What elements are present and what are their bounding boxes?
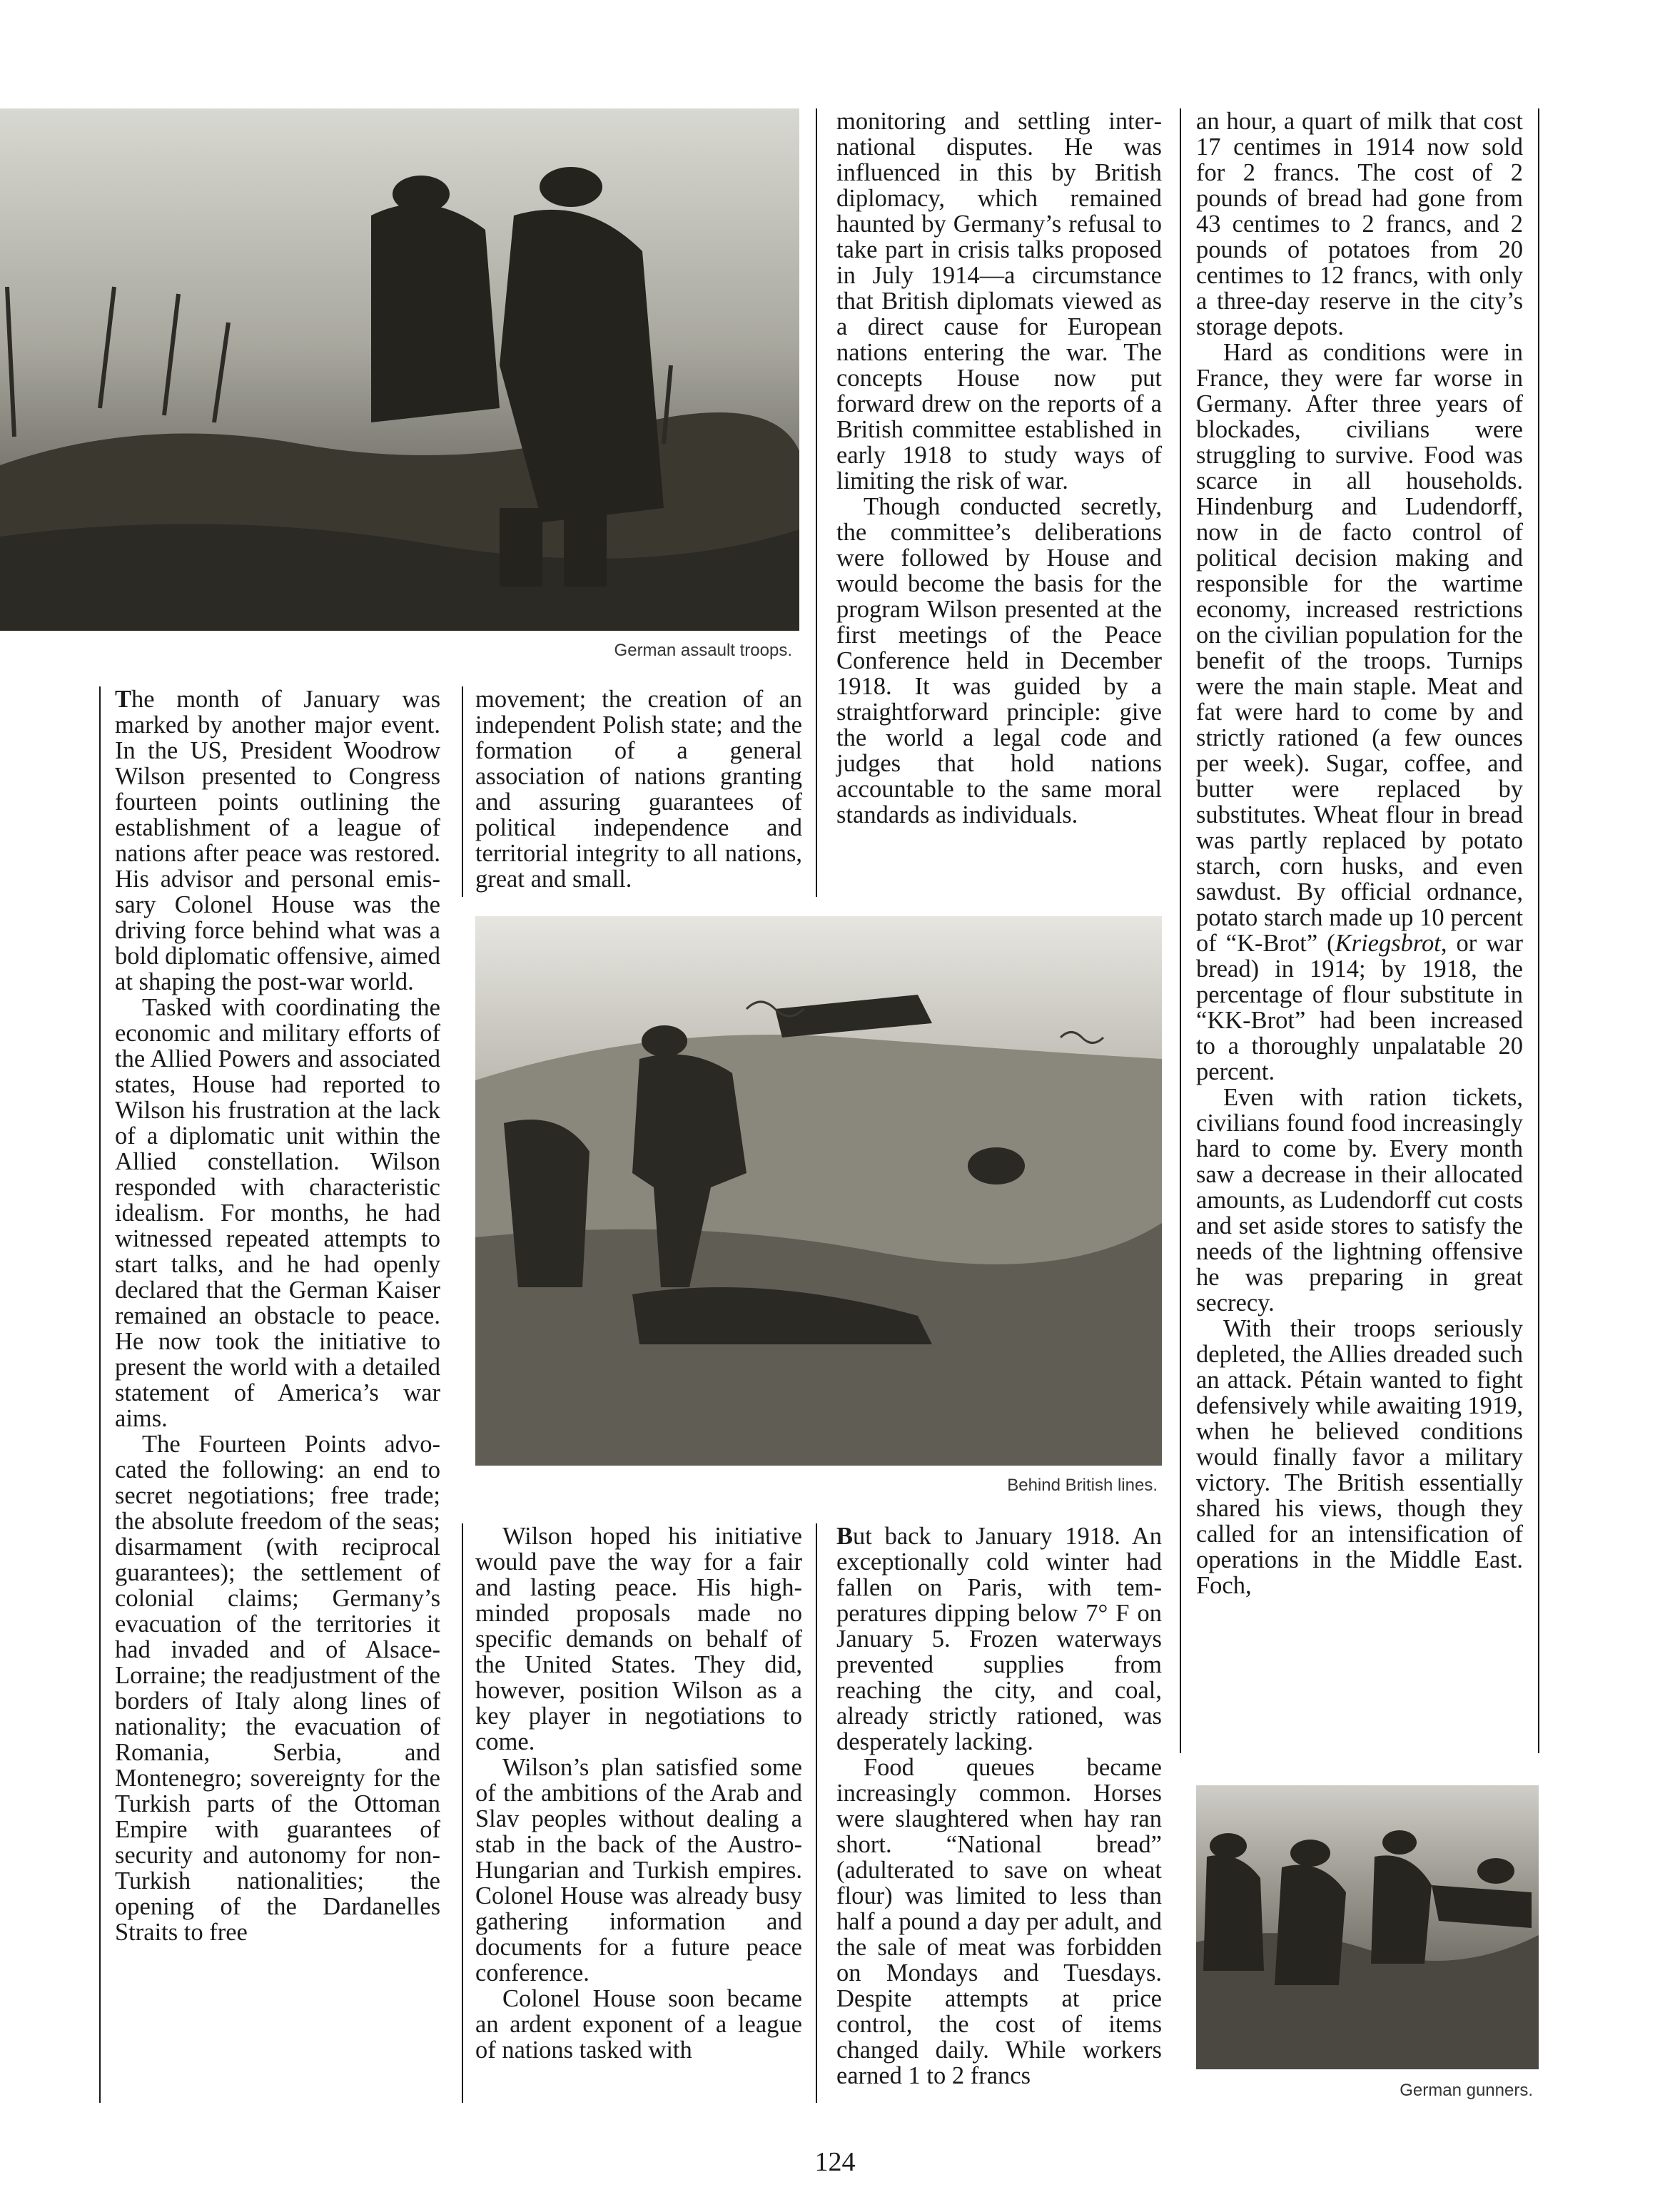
- paragraph-text: , or war bread) in 1914; by 1918, the percentage of flour substitute in “KK-Brot” had been increased to a thoroughly unpalatable 20 percent.: [1196, 930, 1523, 1085]
- paragraph: Wilson hoped his initiative would pave the way for a fair and lasting peace. His high-minded proposals made no specific demands on behalf of the United States. They did, however, position Wilson as a key player in negotiations to come.: [475, 1523, 802, 1755]
- drop-cap: B: [836, 1523, 854, 1550]
- photo-german-assault-troops: [0, 108, 799, 631]
- gunners-image: [1196, 1785, 1539, 2069]
- text-column-3-top: [836, 108, 1162, 828]
- column-rule: [99, 686, 101, 2103]
- column-rule: [1180, 108, 1181, 1753]
- paragraph: Though conducted secretly, the committee’s deliberations were followed by House and would become the basis for the program Wilson presented at the first meetings of the Peace Conference held in December 1918. It was guided by a straightforward principle: give the world a legal code and judges that hold nations accountable to the same moral standards as individuals.: [836, 493, 1162, 828]
- paragraph: movement; the creation of an independent Polish state; and the formation of a general association of nations granting and assuring guarantees of political independence and territorial integrity to all nations, great and small.: [475, 686, 802, 893]
- column-rule: [1538, 108, 1539, 1753]
- photo-german-gunners: [1196, 1785, 1539, 2069]
- paragraph: [115, 686, 440, 995]
- paragraph: Wilson’s plan satisfied some of the ambitions of the Arab and Slav peoples without dealing a stab in the back of the Austro-Hungarian and Turkish empires. Colonel House was already busy gathering information and documents for a future peace conference.: [475, 1754, 802, 1987]
- british-lines-image: [475, 916, 1162, 1466]
- paragraph: With their troops seriously depleted, the Allies dreaded such an attack. Pétain wanted to fight defensively while awaiting 1919, when he believed conditions would finally favor a military victory. The British essentially shared his views, though they called for an intensification of operations in the Middle East. Foch,: [1196, 1315, 1523, 1599]
- italic-term: Kriegsbrot: [1335, 930, 1441, 957]
- text-column-3-bottom: [836, 1523, 1162, 2089]
- paragraph: monitoring and settling international disputes. He was influenced in this by British diplomacy, which remained haunted by Germany’s refusal to take part in crisis talks proposed in July 1914—a circumstance that British diplomats viewed as a direct cause for European nations entering the war. The concepts House now put forward drew on the reports of a British committee established in early 1918 to study ways of limiting the risk of war.: [836, 108, 1162, 494]
- paragraph: Even with ration tickets, civilians found food increasingly hard to come by. Every month saw a decrease in their allocated amounts, as Ludendorff cut costs and set aside stores to satisfy the needs of the lightning offensive he was preparing in great secrecy.: [1196, 1084, 1523, 1316]
- text-column-4: [1196, 108, 1523, 1598]
- paragraph-text: he month of January was marked by another major event. In the US, President Woodrow Wilson presented to Congress fourteen points outlining the establishment of a league of nations after peace was restored. His advisor and personal emissary Colonel House was the driving force behind what was a bold diplomatic offensive, aimed at shaping the post-war world.: [115, 686, 440, 995]
- paragraph: Colonel House soon became an ardent exponent of a league of nations tasked with: [475, 1985, 802, 2064]
- column-rule: [816, 108, 817, 897]
- caption-behind-british-lines: Behind British lines.: [1007, 1476, 1158, 1495]
- paragraph: [1196, 340, 1523, 1085]
- assault-troops-image: [0, 108, 799, 631]
- column-rule: [462, 1523, 463, 2103]
- text-column-1: [115, 686, 440, 1945]
- drop-cap: T: [115, 686, 132, 713]
- column-rule: [462, 686, 463, 897]
- column-rule: [816, 1523, 817, 2103]
- paragraph: [836, 1523, 1162, 1755]
- text-column-2-bottom: [475, 1523, 802, 2063]
- paragraph: The Fourteen Points advocated the following: an end to secret negotiations; free trade; the absolute freedom of the seas; disarmament (with reciprocal guarantees); the settlement of colonial claims; Germany’s evacuation of the territories it had invaded and of Alsace-Lorraine; the readjustment of the borders of Italy along lines of nationality; the evacuation of Romania, Serbia, and Montenegro; sovereignty for the Turkish parts of the Ottoman Empire with guarantees of security and autonomy for non-Turkish nationalities; the opening of the Dardanelles Straits to free: [115, 1431, 440, 1946]
- paragraph-text: Hard as conditions were in France, they were far worse in Germany. After three years of blockades, civilians were struggling to survive. Food was scarce in all households. Hindenburg and Ludendorff, now in de facto control of political decision making and responsible for the wartime economy, increased restrictions on the civilian population for the benefit of the troops. Turnips were the main staple. Meat and fat were hard to come by and strictly rationed (a few ounces per week). Sugar, coffee, and butter were replaced by substitutes. Wheat flour in bread was partly replaced by potato starch, corn husks, and even sawdust. By official ordnance, potato starch made up 10 percent of: [1196, 339, 1523, 957]
- caption-german-assault-troops: German assault troops.: [614, 641, 792, 660]
- paragraph-text: “K-Brot” (: [1225, 930, 1335, 957]
- photo-behind-british-lines: [475, 916, 1162, 1466]
- caption-german-gunners: German gunners.: [1400, 2081, 1533, 2100]
- paragraph-text: ut back to January 1918. An exceptionally cold winter had fallen on Paris, with temperatures dipping below 7° F on January 5. Frozen waterways prevented supplies from reaching the city, and coal, already strictly rationed, was desperately lacking.: [836, 1523, 1162, 1755]
- page-number: 124: [814, 2147, 856, 2177]
- text-column-2-top: [475, 686, 802, 892]
- paragraph: Food queues became increasingly common. Horses were slaughtered when hay ran short. “National bread” (adulterated to save on wheat flour) was limited to less than half a pound a day per adult, and the sale of meat was forbidden on Mondays and Tuesdays. Despite attempts at price control, the cost of items changed daily. While workers earned 1 to 2 francs: [836, 1754, 1162, 2089]
- paragraph: an hour, a quart of milk that cost 17 centimes in 1914 now sold for 2 francs. The cost of 2 pounds of bread had gone from 43 centimes to 2 francs, and 2 pounds of potatoes from 20 centimes to 12 francs, with only a three-day reserve in the city’s storage depots.: [1196, 108, 1523, 340]
- paragraph: Tasked with coordinating the economic and military efforts of the Allied Powers and associated states, House had reported to Wilson his frustration at the lack of a diplomatic unit within the Allied constellation. Wilson responded with characteristic idealism. For months, he had witnessed repeated attempts to start talks, and he had openly declared that the German Kaiser remained an obstacle to peace. He now took the initiative to present the world with a detailed statement of America’s war aims.: [115, 994, 440, 1432]
